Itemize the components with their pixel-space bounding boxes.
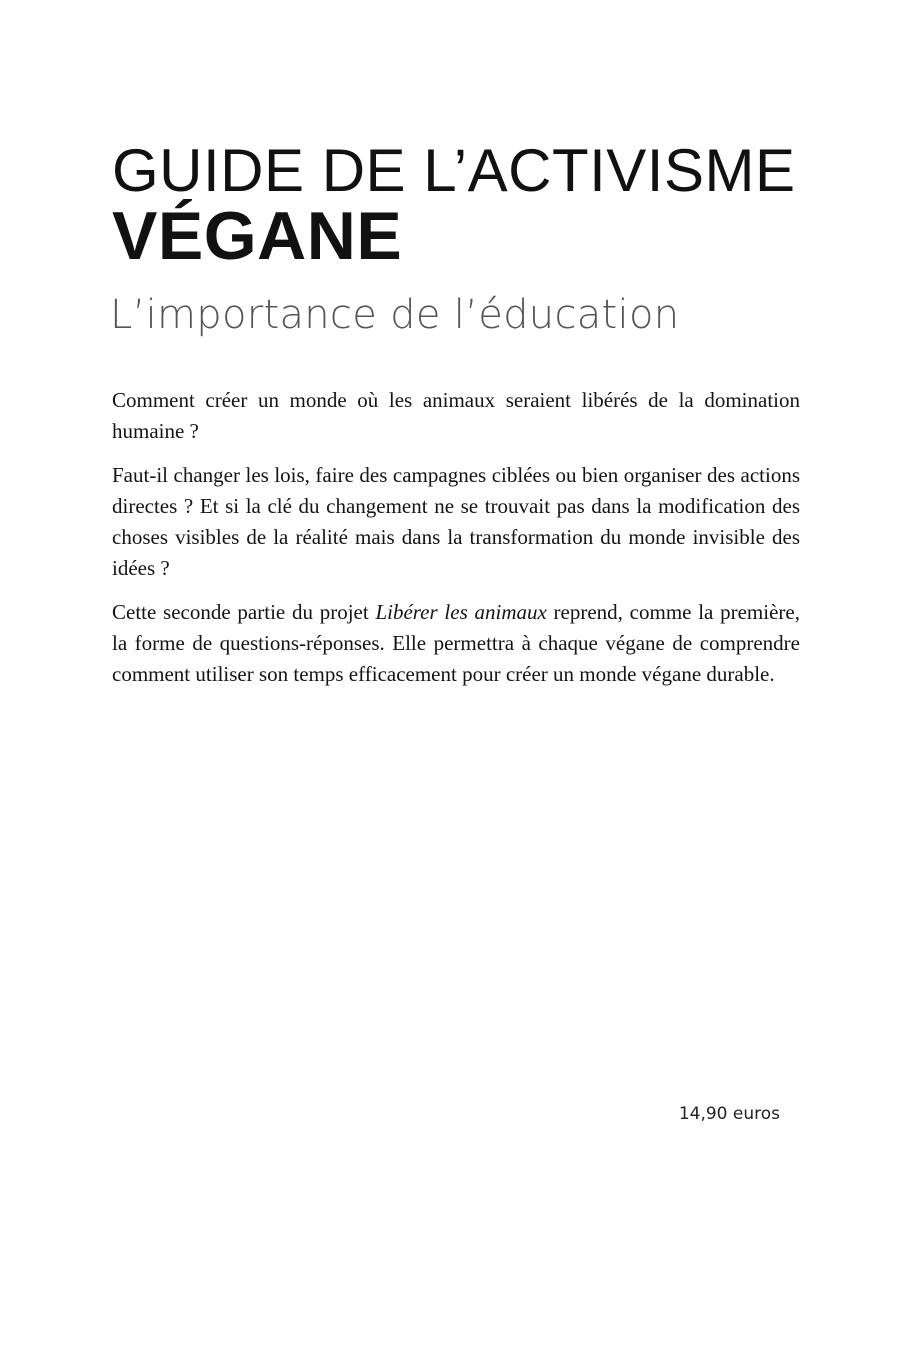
blurb-paragraph-3-start: Cette seconde partie du projet	[112, 600, 376, 624]
blurb	[112, 385, 800, 703]
book-series-title: Libérer les animaux	[375, 600, 547, 624]
blurb-paragraph-3-end: reprend, comme la première, la forme de questions-réponses. Elle permettra à chaque végane de comprendre comment utiliser son temps efficacement pour créer un monde végane durable.	[112, 600, 800, 686]
price-label: 14,90 euros	[678, 1104, 780, 1124]
blurb-paragraph-2: Faut-il changer les lois, faire des campagnes ciblées ou bien organiser des actions directes ? Et si la clé du changement ne se trouvait pas dans la modification des choses visibles de la réalité mais dans la transformation du monde invisible des idées ?	[112, 463, 800, 580]
blurb-paragraph-1: Comment créer un monde où les animaux seraient libérés de la domination humaine ?	[112, 388, 800, 443]
title-line-2: VÉGANE	[112, 198, 403, 274]
book-subtitle: L’importance de l’éducation	[110, 292, 680, 338]
title-line-1: GUIDE DE L’ACTIVISME	[112, 137, 796, 204]
blurb-paragraph-3	[112, 597, 800, 690]
